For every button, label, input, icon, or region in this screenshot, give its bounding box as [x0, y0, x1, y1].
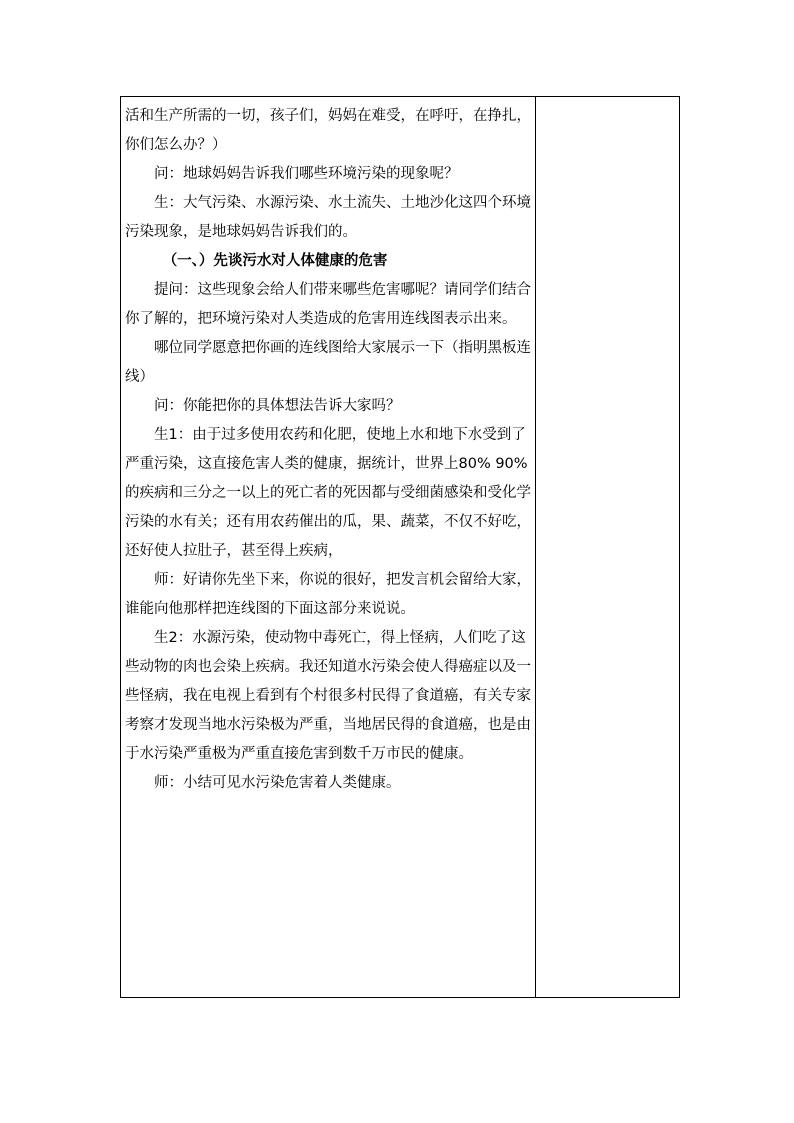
paragraph-teacher-summary: 师：小结可见水污染危害着人类健康。 [154, 775, 401, 791]
paragraph-question-1: 问：地球妈妈告诉我们哪些环境污染的现象呢？ [154, 166, 459, 182]
paragraph-prompt: 提问：这些现象会给人们带来哪些危害哪呢？请同学们结合你了解的，把环境污染对人类造成的危害用连线图表示出来。 [125, 282, 531, 327]
paragraph-student-1: 生1：由于过多使用农药和化肥，使地上水和地下水受到了严重污染，这直接危害人类的健康，据统计，世界上80% 90%的疾病和三分之一以上的死亡者的死因都与受细菌感染和受化学污染的水有关；还有用农药催出的瓜，果、蔬菜，不仅不好吃，还好使人拉肚子，甚至得上疾病， [125, 427, 531, 559]
paragraph-show-diagram: 哪位同学愿意把你画的连线图给大家展示一下（指明黑板连线） [125, 340, 531, 385]
paragraph-teacher-1: 师：好请你先坐下来，你说的很好，把发言机会留给大家，谁能向他那样把连线图的下面这部分来说说。 [125, 572, 531, 617]
paragraph-student-2: 生2：水源污染，使动物中毒死亡，得上怪病，人们吃了这些动物的肉也会染上疾病。我还知道水污染会使人得癌症以及一些怪病，我在电视上看到有个村很多村民得了食道癌，有关专家考察才发现当地水污染极为严重，当地居民得的食道癌，也是由于水污染严重极为严重直接危害到数千万市民的健康。 [125, 630, 531, 762]
paragraph-intro-continuation: 活和生产所需的一切，孩子们，妈妈在难受，在呼吁，在挣扎，你们怎么办？） [125, 108, 531, 153]
lesson-content-cell [121, 97, 536, 997]
section-heading: （一、）先谈污水对人体健康的危害 [162, 253, 388, 269]
notes-cell [536, 97, 679, 997]
paragraph-student-answer-1: 生：大气污染、水源污染、水土流失、土地沙化这四个环境污染现象，是地球妈妈告诉我们的。 [125, 195, 531, 240]
document-table [120, 96, 680, 998]
paragraph-question-2: 问：你能把你的具体想法告诉大家吗？ [154, 398, 401, 414]
